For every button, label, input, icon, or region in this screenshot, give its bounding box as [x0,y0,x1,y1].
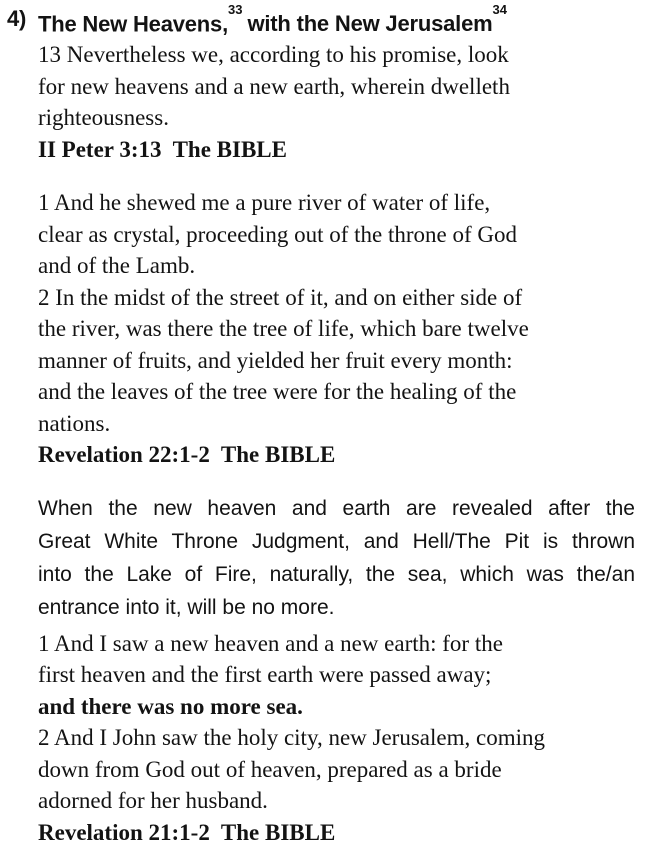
scripture-block-2peter [38,39,635,165]
scripture-line: 1 And he shewed me a pure river of water of life, [38,190,491,216]
scripture-line: 13 Nevertheless we, according to his promise, look [38,42,509,68]
commentary-line: Great White Throne Judgment, and Hell/The Pit is thrown [38,529,635,553]
scripture-line: righteousness. [38,105,169,131]
scripture-line-emphasis: and there was no more sea. [38,693,303,719]
footnote-ref-33: 33 [228,2,243,17]
citation-rev21: Revelation 21:1-2 The BIBLE [38,819,336,845]
scripture-line: 2 In the midst of the street of it, and on either side of [38,284,523,310]
citation-rev22: Revelation 22:1-2 The BIBLE [38,442,336,468]
scripture-line: down from God out of heaven, prepared as a bride [38,756,502,782]
commentary-line: into the Lake of Fire, naturally, the sea, which was the/an [38,562,635,586]
scripture-line: for new heavens and a new earth, wherein dwelleth [38,73,510,99]
scripture-line: clear as crystal, proceeding out of the throne of God [38,221,517,247]
scripture-line: and the leaves of the tree were for the healing of the [38,379,517,405]
scripture-line: 1 And I saw a new heaven and a new earth: for the [38,630,503,656]
section-title-part2: with the New Jerusalem [247,11,493,37]
scripture-block-rev22 [38,187,635,471]
page-content [38,39,635,848]
scripture-line: nations. [38,410,111,436]
scripture-line: 2 And I John saw the holy city, new Jerusalem, coming [38,725,545,751]
scripture-line: manner of fruits, and yielded her fruit every month: [38,347,513,373]
commentary-paragraph [38,492,635,624]
section-title-part1: The New Heavens, [38,11,228,37]
commentary-line: entrance into it, will be no more. [38,595,335,619]
section-heading [0,2,651,37]
section-title [38,2,507,37]
scripture-line: adorned for her husband. [38,788,268,814]
scripture-block-rev21 [38,628,635,849]
scripture-line: and of the Lamb. [38,253,196,279]
citation-2peter: II Peter 3:13 The BIBLE [38,136,287,162]
footnote-ref-34: 34 [492,2,507,17]
commentary-line: When the new heaven and earth are revealed after the [38,496,635,520]
scripture-line: the river, was there the tree of life, which bare twelve [38,316,529,342]
scripture-line: first heaven and the first earth were passed away; [38,662,492,688]
section-number: 4) [7,6,27,31]
